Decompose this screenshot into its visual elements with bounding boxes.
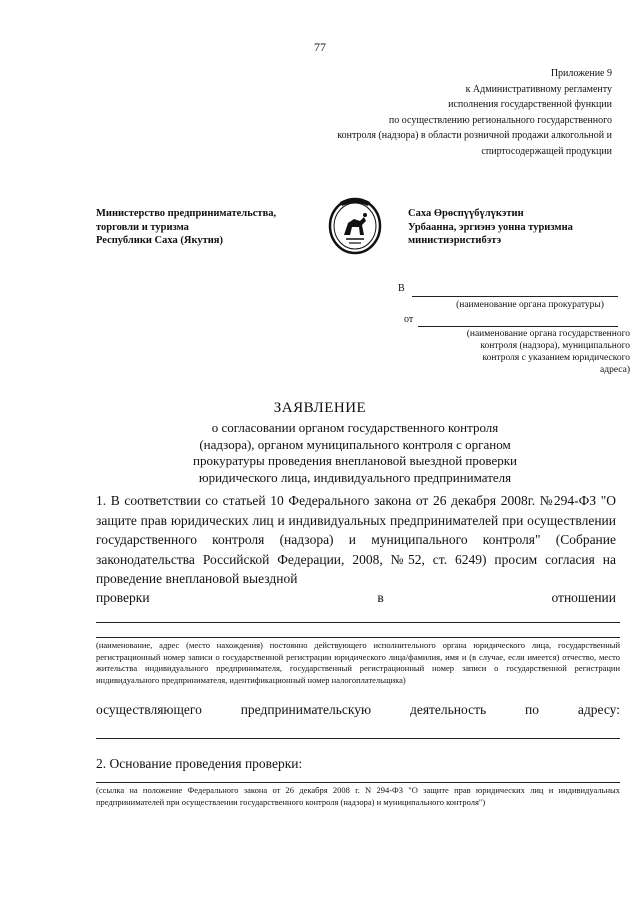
appendix-line: по осуществлению регионального государственного [388, 114, 612, 126]
basis-field-line[interactable] [96, 782, 620, 783]
activity-address-line: осуществляющего предпринимательскую деятельность по адресу: [96, 702, 620, 717]
appendix-line: исполнения государственной функции [448, 99, 612, 110]
appendix-block [282, 66, 612, 159]
ministry-name-ru: Министерство предпринимательства, торговли и туризма Республики Саха (Якутия) [96, 208, 277, 246]
address-field-line[interactable] [96, 738, 620, 739]
to-prefix: В [398, 283, 405, 294]
appendix-line: спиртосодержащей продукции [481, 145, 612, 157]
section-1-last-line: проверки в отношении [96, 590, 616, 605]
subject-field-caption: (наименование, адрес (место нахождения) постоянно действующего исполнительного органа юридического лица, государственный регистрационный номер записи о государственной регистрации юридического лица/фамилия, имя и (в случае, если имеется) отчество, место жительства индивидуального предпринимателя, государственный регистрационный номер записи о государственной регистрации индивидуального предпринимателя, идентификационный номер налогоплательщика) [96, 640, 620, 685]
section-2-heading: 2. Основание проведения проверки: [96, 756, 303, 771]
ministry-name-sah: Саха Өрөспүүбүлүкэтин Урбаанна, эргиэнэ уонна туризмна министиэристибэтэ [408, 208, 573, 246]
from-field-caption: (наименование органа государственного контроля (надзора), муниципального контроля с указанием юридического адреса) [466, 329, 630, 375]
from-prefix: от [404, 314, 414, 325]
appendix-line: Приложение 9 [550, 68, 612, 79]
document-subtitle: о согласовании органом государственного контроля (надзора), органом муниципального контроля с органом прокуратуры проведения внеплановой выездной проверки юридического лица, индивидуального предпринимателя [193, 420, 517, 485]
section-1-text: 1. В соответствии со статьей 10 Федерального закона от 26 декабря 2008г. №294-ФЗ "О защите прав юридических лиц и индивидуальных предпринимателей при осуществлении государственного контроля (надзора) и муниципального контроля" (Собрание законодательства Российской Федерации, 2008, №52, ст. 6249) просим согласия на проведение внеплановой выездной [96, 493, 616, 586]
document-title: ЗАЯВЛЕНИЕ [273, 400, 367, 416]
to-field-line[interactable] [412, 296, 618, 297]
coat-of-arms-icon [326, 193, 384, 255]
appendix-line: к Административному регламенту [465, 83, 612, 95]
appendix-line: контроля (надзора) в области розничной продажи алкогольной и [337, 130, 612, 141]
subject-field-line[interactable] [96, 637, 620, 638]
subject-field-line[interactable] [96, 622, 620, 623]
page-number: 77 [314, 40, 326, 54]
to-field-caption: (наименование органа прокуратуры) [456, 300, 604, 310]
from-field-line[interactable] [418, 326, 618, 327]
basis-field-caption: (ссылка на положение Федерального закона от 26 декабря 2008 г. N 294-ФЗ "О защите прав юридических лиц и индивидуальных предпринимателей при осуществлении государственного контроля (надзора) и муниципального контроля") [96, 785, 620, 807]
